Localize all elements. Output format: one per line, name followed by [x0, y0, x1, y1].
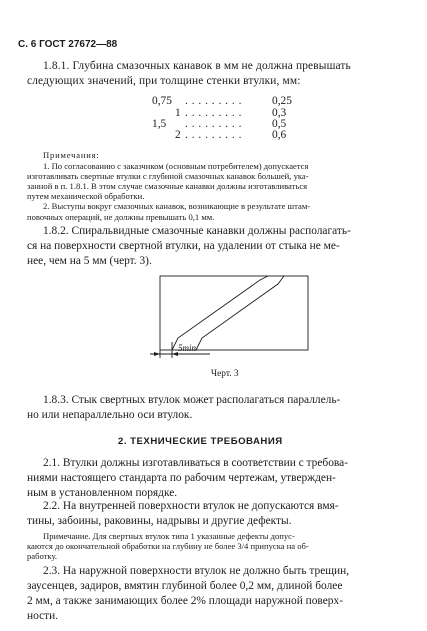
table-dots: . . . . . . . . . — [185, 129, 242, 141]
table-depth: 0,25 — [272, 95, 292, 107]
paragraph-2-3-line-4: ности. — [27, 610, 59, 622]
paragraph-2-3-line-3: 2 мм, а также занимающих более 2% площади наружной поверх- — [27, 595, 343, 607]
note-line: путем механической обработки. — [27, 191, 145, 201]
note-line: 1. По согласованию с заказчиком (основным потребителем) допускается — [43, 161, 309, 171]
table-depth: 0,6 — [272, 129, 287, 141]
paragraph-2-1-line-3: ным в установленном порядке. — [27, 487, 178, 499]
paragraph-2-2-line-1: 2.2. На внутренней поверхности втулок не допускаются вмя- — [43, 500, 339, 512]
paragraph-1-8-3-line-1: 1.8.3. Стык свертных втулок может располагаться параллель- — [43, 394, 341, 406]
paragraph-1-8-1-line-2: следующих значений, при толщине стенки втулки, мм: — [27, 75, 301, 87]
paragraph-2-1-line-1: 2.1. Втулки должны изготавливаться в соответствии с требова- — [43, 457, 348, 469]
paragraph-1-8-3-line-2: но или непараллельно оси втулок. — [27, 409, 193, 421]
paragraph-1-8-1-line-1: 1.8.1. Глубина смазочных канавок в мм не должна превышать — [43, 60, 351, 72]
note-line: Примечание. Для свертных втулок типа 1 указанные дефекты допус- — [43, 531, 295, 541]
notes-title: Примечания: — [43, 150, 100, 160]
note-line: занной в п. 1.8.1. В этом случае смазочные канавки должны изготавливаться — [27, 181, 308, 191]
groove-edge-line — [196, 276, 284, 350]
note-line: 2. Выступы вокруг смазочных канавок, возникающие в результате штам- — [43, 201, 311, 211]
table-dots: . . . . . . . . . — [185, 118, 242, 130]
note-line: изготавливать свертные втулки с глубиной смазочных канавок большей, ука- — [27, 171, 309, 181]
paragraph-2-3-line-1: 2.3. На наружной поверхности втулок не должно быть трещин, — [43, 565, 350, 577]
figure-caption: Черт. 3 — [211, 369, 239, 379]
paragraph-2-1-line-2: ниями настоящего стандарта по рабочим чертежам, утвержден- — [27, 472, 336, 484]
table-depth: 0,5 — [272, 118, 287, 130]
note-line: каются до окончательной обработки на глубину не более 3/4 припуска на об- — [27, 541, 309, 551]
table-thickness: 1 — [175, 107, 181, 119]
dimension-arrow — [154, 352, 160, 356]
paragraph-1-8-2-line-2: ся на поверхности свертной втулки, на удалении от стыка не ме- — [27, 240, 340, 252]
note-line: повочных операций, не должны превышать 0,1 мм. — [27, 212, 215, 222]
groove-edge-line — [172, 276, 268, 350]
table-thickness: 0,75 — [152, 95, 172, 107]
section-heading: 2. ТЕХНИЧЕСКИЕ ТРЕБОВАНИЯ — [118, 436, 283, 447]
page-header: С. 6 ГОСТ 27672—88 — [18, 39, 118, 50]
paragraph-2-3-line-2: заусенцев, задиров, вмятин глубиной более 0,2 мм, длиной более — [27, 580, 343, 592]
table-dots: . . . . . . . . . — [185, 95, 242, 107]
table-depth: 0,3 — [272, 107, 287, 119]
table-thickness: 2 — [175, 129, 181, 141]
paragraph-1-8-2-line-3: нее, чем на 5 мм (черт. 3). — [27, 255, 152, 267]
paragraph-2-2-line-2: тины, забоины, раковины, надрывы и другие дефекты. — [27, 515, 292, 527]
table-dots: . . . . . . . . . — [185, 107, 242, 119]
note-line: работку. — [27, 551, 58, 561]
dimension-label: 5min — [178, 343, 196, 353]
table-thickness: 1,5 — [152, 118, 167, 130]
sleeve-outline — [160, 276, 308, 350]
paragraph-1-8-2-line-1: 1.8.2. Спиральвидные смазочные канавки должны располагать- — [43, 225, 351, 237]
